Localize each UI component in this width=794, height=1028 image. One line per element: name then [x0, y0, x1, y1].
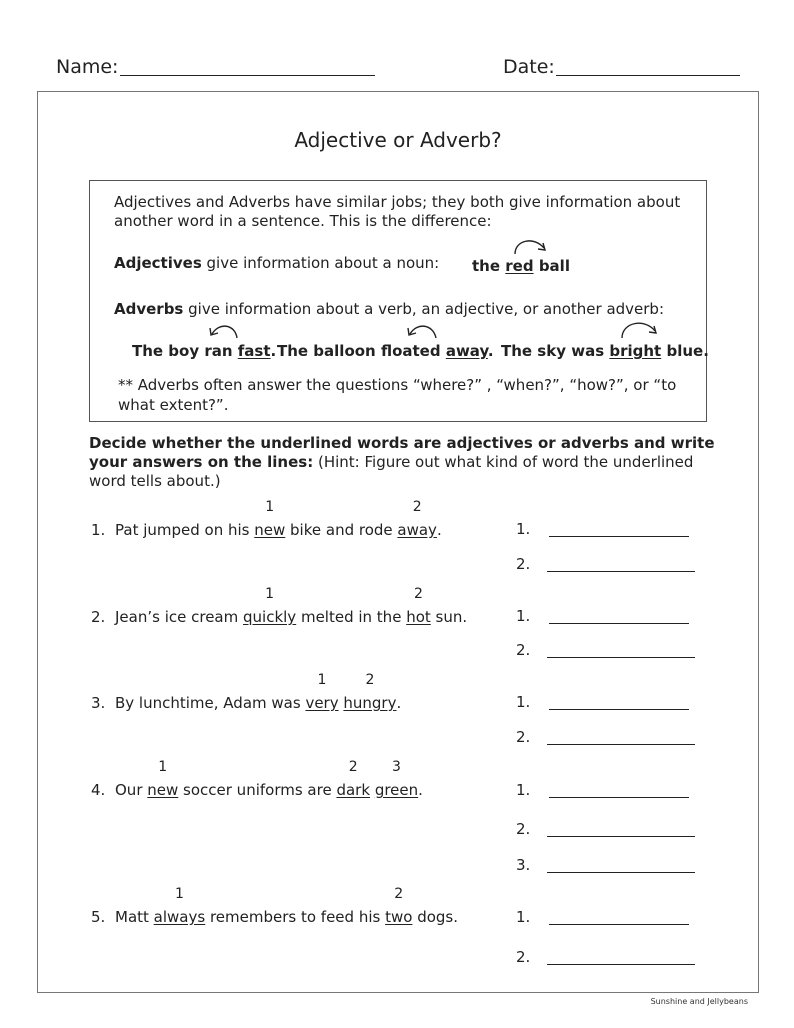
underlined-word-text: always: [153, 908, 206, 926]
underlined-word-text: hot: [406, 608, 431, 626]
sentence-text: .: [396, 694, 402, 712]
adverb-arrow-3-icon: [617, 318, 661, 342]
question-sentence: [115, 586, 468, 626]
underlined-word-text: two: [385, 908, 413, 926]
instructions-hint: (Hint: Figure out what kind of word the underlined word tells about.): [89, 453, 694, 490]
underlined-word: [243, 586, 297, 626]
adj-example-pre: the: [472, 257, 501, 275]
adv-example-word: fast: [237, 342, 271, 360]
adverbs-rest: give information about a verb, an adjective, or another adverb:: [188, 300, 665, 318]
answer-label: 2.: [516, 820, 531, 838]
adverb-arrow-1-icon: [205, 320, 245, 344]
word-marker: 2: [365, 672, 375, 688]
adverb-arrow-2-icon: [403, 320, 443, 344]
sentence-text: .: [418, 781, 423, 799]
sentence-text: remembers to feed his: [205, 908, 386, 926]
adverbs-term: Adverbs: [114, 300, 184, 318]
sentence-text: Pat jumped on his: [115, 521, 255, 539]
adjectives-definition: [114, 254, 439, 273]
question-number: 5.: [91, 908, 106, 926]
sentence-text: Our: [115, 781, 148, 799]
adjective-example: [472, 257, 570, 276]
adv-example-pre: The boy ran: [132, 342, 233, 360]
word-marker: 1: [158, 759, 168, 775]
underlined-word-text: new: [254, 521, 286, 539]
answer-label: 2.: [516, 948, 531, 966]
question-number: 2.: [91, 608, 106, 626]
underlined-word: [254, 499, 286, 539]
underlined-word: [397, 499, 437, 539]
word-marker: 1: [174, 886, 184, 902]
underlined-word-text: dark: [336, 781, 371, 799]
adverbs-definition: [114, 300, 664, 319]
word-marker: 2: [412, 499, 422, 515]
word-marker: 2: [414, 586, 423, 602]
answer-label: 1.: [516, 693, 531, 711]
question-sentence: [115, 759, 423, 799]
question-sentence: [115, 672, 402, 712]
answer-line[interactable]: [549, 797, 689, 798]
underlined-word-text: quickly: [243, 608, 297, 626]
word-marker: 2: [348, 759, 358, 775]
underlined-word-text: green: [374, 781, 419, 799]
question-sentence: [115, 886, 458, 926]
underlined-word: [385, 886, 413, 926]
adv-example-post: .: [487, 342, 494, 360]
adverb-example-2: [277, 342, 494, 361]
date-label: Date:: [503, 56, 555, 78]
answer-line[interactable]: [549, 623, 689, 624]
adjectives-term: Adjectives: [114, 254, 202, 272]
question-sentence: [115, 499, 442, 539]
word-marker: 1: [265, 499, 275, 515]
page-title: Adjective or Adverb?: [294, 128, 502, 152]
answer-label: 1.: [516, 781, 531, 799]
answer-line[interactable]: [547, 657, 695, 658]
sentence-text: By lunchtime, Adam was: [115, 694, 306, 712]
underlined-word: [147, 759, 179, 799]
answer-label: 2.: [516, 728, 531, 746]
date-field[interactable]: [556, 75, 740, 76]
instructions: [89, 434, 729, 491]
sentence-text: .: [436, 521, 442, 539]
adjective-arrow-icon: [510, 234, 550, 258]
instructions-bold: Decide whether the underlined words are adjectives or adverbs and write your answers on the lines:: [89, 434, 715, 471]
word-marker: 1: [265, 586, 275, 602]
answer-label: 1.: [516, 520, 531, 538]
adverb-note: ** Adverbs often answer the questions “where?” , “when?”, “how?”, or “to what extent?”.: [118, 376, 677, 414]
adv-example-word: bright: [609, 342, 662, 360]
answer-line[interactable]: [547, 964, 695, 965]
adv-example-post: blue.: [666, 342, 709, 360]
adverb-example-1: [132, 342, 276, 361]
underlined-word: [336, 759, 371, 799]
sentence-text: bike and rode: [285, 521, 398, 539]
answer-line[interactable]: [549, 536, 689, 537]
answer-label: 1.: [516, 908, 531, 926]
answer-label: 1.: [516, 607, 531, 625]
adv-example-word: away: [445, 342, 488, 360]
underlined-word: [153, 886, 206, 926]
word-marker: 3: [392, 759, 401, 775]
question-number: 3.: [91, 694, 106, 712]
answer-line[interactable]: [547, 744, 695, 745]
adv-example-pre: The balloon floated: [277, 342, 441, 360]
underlined-word-text: new: [147, 781, 179, 799]
sentence-text: Matt: [115, 908, 154, 926]
answer-label: 3.: [516, 856, 531, 874]
question-number: 1.: [91, 521, 106, 539]
info-intro: Adjectives and Adverbs have similar jobs; they both give information about another word in a sentence. This is the difference:: [114, 193, 681, 230]
footer-credit: Sunshine and Jellybeans: [650, 997, 748, 1006]
underlined-word: [343, 672, 397, 712]
answer-line[interactable]: [547, 836, 695, 837]
answer-label: 2.: [516, 555, 531, 573]
adj-example-word: red: [505, 257, 534, 275]
sentence-text: dogs.: [412, 908, 458, 926]
answer-line[interactable]: [549, 924, 689, 925]
underlined-word-text: hungry: [343, 694, 397, 712]
word-marker: 1: [317, 672, 327, 688]
sentence-text: soccer uniforms are: [178, 781, 337, 799]
sentence-text: sun.: [430, 608, 468, 626]
answer-label: 2.: [516, 641, 531, 659]
underlined-word: [305, 672, 339, 712]
name-field[interactable]: [120, 75, 375, 76]
sentence-text: melted in the: [296, 608, 407, 626]
answer-line[interactable]: [547, 571, 695, 572]
adv-example-post: .: [270, 342, 277, 360]
adverb-example-3: [501, 342, 709, 361]
adv-example-pre: The sky was: [501, 342, 605, 360]
underlined-word-text: away: [397, 521, 437, 539]
underlined-word: [374, 759, 419, 799]
word-marker: 2: [394, 886, 404, 902]
adjectives-rest: give information about a noun:: [206, 254, 440, 272]
underlined-word: [406, 586, 431, 626]
underlined-word-text: very: [305, 694, 339, 712]
adj-example-post: ball: [538, 257, 570, 275]
name-label: Name:: [56, 56, 119, 78]
sentence-text: Jean’s ice cream: [115, 608, 243, 626]
question-number: 4.: [91, 781, 106, 799]
answer-line[interactable]: [549, 709, 689, 710]
answer-line[interactable]: [547, 872, 695, 873]
